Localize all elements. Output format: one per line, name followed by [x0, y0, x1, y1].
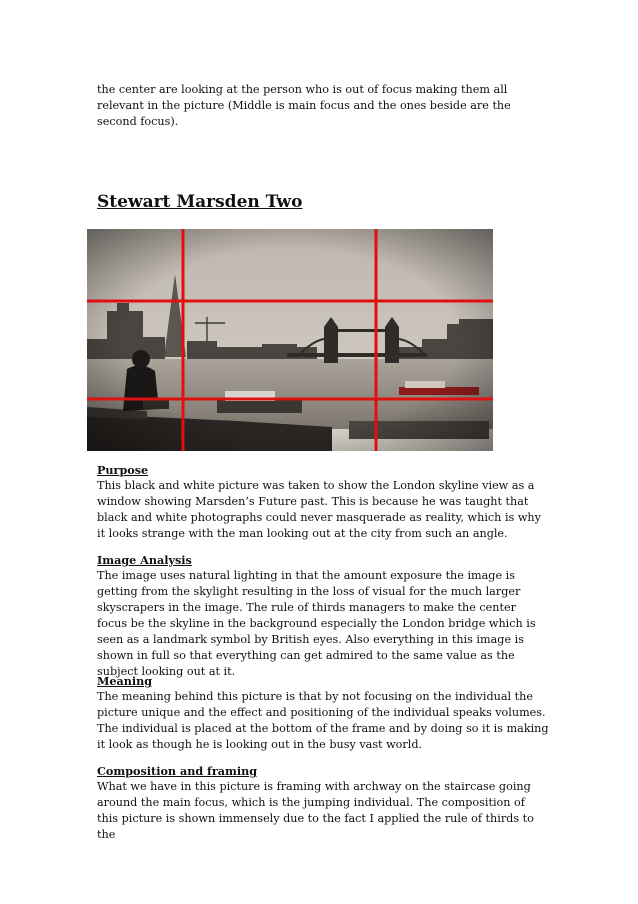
skyline-photo	[87, 229, 493, 451]
section-meaning	[97, 673, 549, 753]
section-heading: Meaning	[97, 674, 153, 688]
section-body: What we have in this picture is framing with archway on the staircase going around the main focus, which is the jumping individual. The composition of this picture is shown immensely due to the fact I applied the rule of thirds to the	[97, 780, 534, 841]
section-heading: Image Analysis	[97, 553, 192, 567]
page-title: Stewart Marsden Two	[97, 192, 303, 212]
section-body: The meaning behind this picture is that by not focusing on the individual the picture unique and the effect and positioning of the individual speaks volumes. The individual is placed at the bottom of the frame and by doing so it is making it look as though he is looking out in the busy vast world.	[97, 690, 549, 751]
section-composition-framing	[97, 763, 549, 843]
section-heading: Purpose	[97, 463, 149, 477]
intro-paragraph: the center are looking at the person who is out of focus making them all relevant in the picture (Middle is main focus and the ones beside are the second focus).	[97, 83, 511, 128]
skyline-photo-illustration	[87, 229, 493, 451]
section-purpose	[97, 462, 549, 542]
section-image-analysis	[97, 552, 549, 680]
section-body: This black and white picture was taken to show the London skyline view as a window showing Marsden’s Future past. This is because he was taught that black and white photographs could never masquerade as reality, which is why it looks strange with the man looking out at the city from such an angle.	[97, 479, 541, 540]
section-heading: Composition and framing	[97, 764, 258, 778]
section-body: The image uses natural lighting in that the amount exposure the image is getting from the skylight resulting in the loss of visual for the much larger skyscrapers in the image. The rule of thirds managers to make the center focus be the skyline in the background especially the London bridge which is seen as a landmark symbol by British eyes. Also everything in this image is shown in full so that everything can get admired to the same value as the subject looking out at it.	[97, 569, 536, 678]
